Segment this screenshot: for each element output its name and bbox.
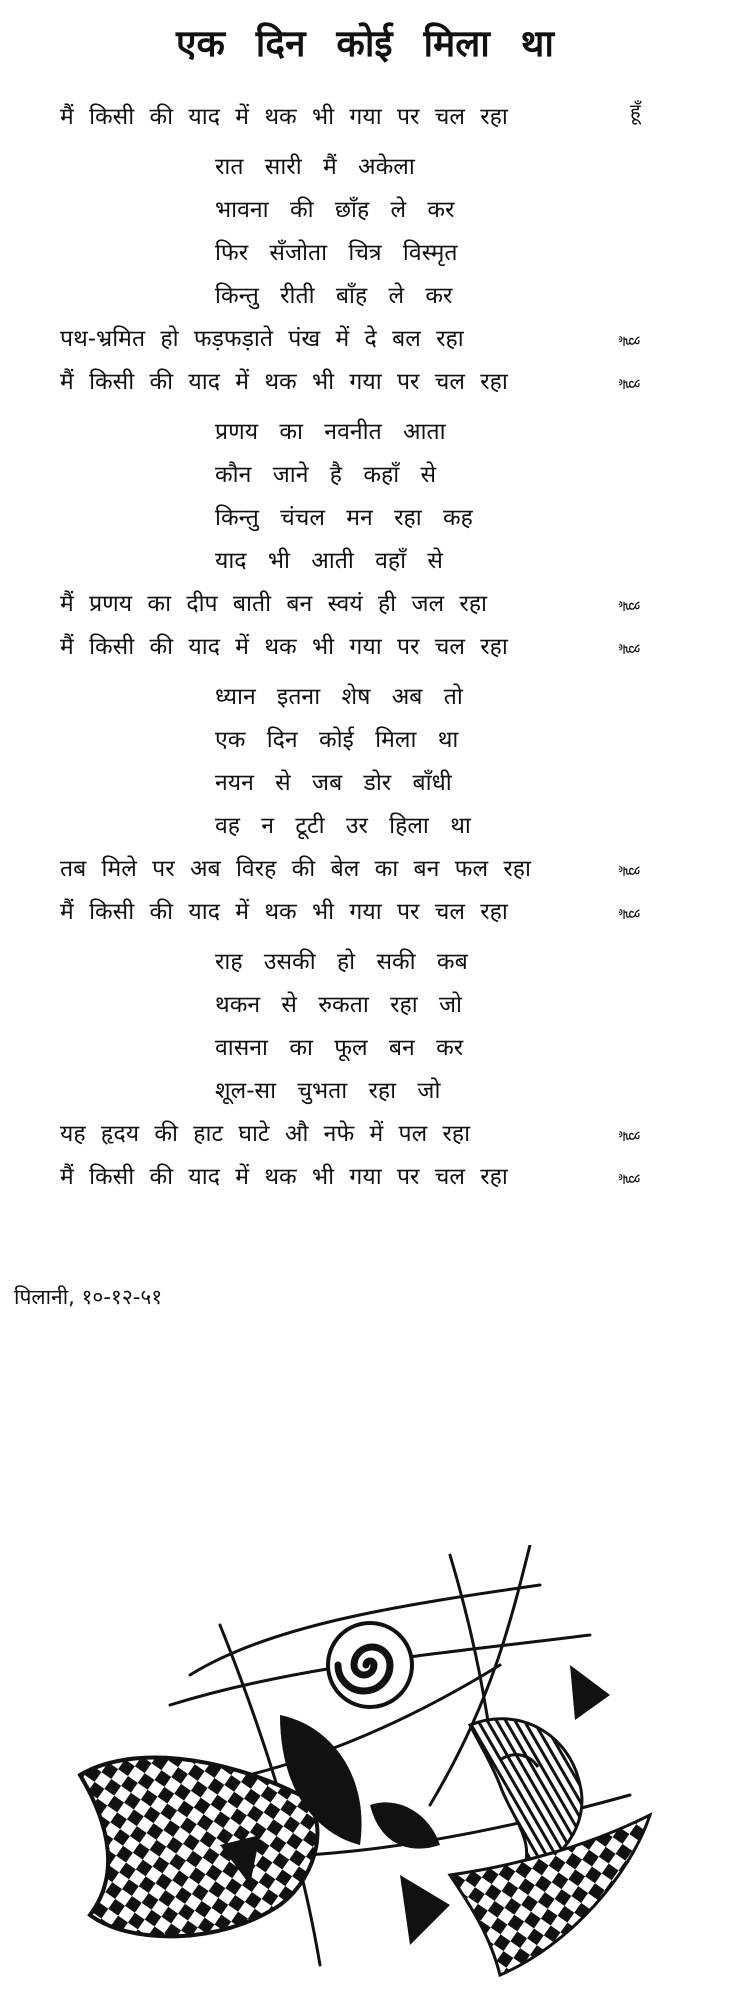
refrain-text: मैं किसी की याद में थक भी गया पर चल रहा	[60, 634, 508, 660]
verse-line: राह उसकी हो सकी कब	[215, 949, 468, 975]
refrain-line	[0, 1156, 730, 1199]
verse-line: शूल-सा चुभता रहा जो	[215, 1078, 441, 1104]
refrain-text: मैं किसी की याद में थक भी गया पर चल रहा	[60, 1164, 508, 1190]
verse-line: याद भी आती वहाँ से	[215, 548, 443, 574]
refrain-line	[0, 626, 730, 669]
verse-line: नयन से जब डोर बाँधी	[215, 770, 452, 796]
closing-text: यह हृदय की हाट घाटे औ नफे में पल रहा	[60, 1121, 471, 1147]
verse-line: एक दिन कोई मिला था	[215, 727, 459, 753]
verse-line: वह न टूटी उर हिला था	[215, 813, 471, 839]
verse-line: फिर सँजोता चित्र विस्मृत	[215, 240, 458, 266]
closing-text: पथ-भ्रमित हो फड़फड़ाते पंख में दे बल रहा	[60, 326, 464, 352]
stanza-2	[0, 411, 730, 669]
verse-line: भावना की छाँह ले कर	[215, 197, 455, 223]
refrain-text: मैं किसी की याद में थक भी गया पर चल रहा	[60, 899, 508, 925]
closing-line	[0, 1113, 730, 1156]
refrain-line	[0, 361, 730, 404]
refrain-suffix: हूँ	[619, 644, 640, 655]
refrain-suffix: हूँ	[619, 909, 640, 920]
refrain-suffix: हूँ	[619, 1174, 640, 1185]
refrain-line	[0, 891, 730, 934]
verse-line: ध्यान इतना शेष अब तो	[215, 684, 463, 710]
verse-line: कौन जाने है कहाँ से	[215, 462, 437, 488]
spiral-motif	[328, 1623, 412, 1707]
opening-refrain	[0, 96, 730, 139]
refrain-suffix: हूँ	[619, 379, 640, 390]
closing-line	[0, 848, 730, 891]
closing-suffix: हूँ	[619, 601, 640, 612]
verse-line: वासना का फूल बन कर	[215, 1035, 464, 1061]
abstract-ink-illustration-icon	[70, 1545, 660, 1985]
closing-line	[0, 318, 730, 361]
stanza-1	[0, 146, 730, 404]
verse-line: रात सारी मैं अकेला	[215, 154, 415, 180]
closing-suffix: हूँ	[619, 866, 640, 877]
verse-line: किन्तु रीती बाँह ले कर	[215, 283, 453, 309]
refrain-suffix: हूँ	[630, 99, 641, 123]
closing-suffix: हूँ	[619, 336, 640, 347]
verse-line: किन्तु चंचल मन रहा कह	[215, 505, 473, 531]
poem-body	[0, 96, 730, 1199]
closing-suffix: हूँ	[619, 1131, 640, 1142]
stanza-3	[0, 676, 730, 934]
closing-text: मैं प्रणय का दीप बाती बन स्वयं ही जल रहा	[60, 591, 488, 617]
closing-line	[0, 583, 730, 626]
place-date: पिलानी, १०-१२-५१	[14, 1285, 163, 1309]
verse-line: प्रणय का नवनीत आता	[215, 419, 446, 445]
refrain-text: मैं किसी की याद में थक भी गया पर चल रहा	[60, 369, 508, 395]
verse-line: थकन से रुकता रहा जो	[215, 992, 463, 1018]
poem-title: एक दिन कोई मिला था	[176, 22, 554, 65]
refrain-text: मैं किसी की याद में थक भी गया पर चल रहा	[60, 104, 508, 130]
closing-text: तब मिले पर अब विरह की बेल का बन फल रहा	[60, 856, 531, 882]
stanza-4	[0, 941, 730, 1199]
